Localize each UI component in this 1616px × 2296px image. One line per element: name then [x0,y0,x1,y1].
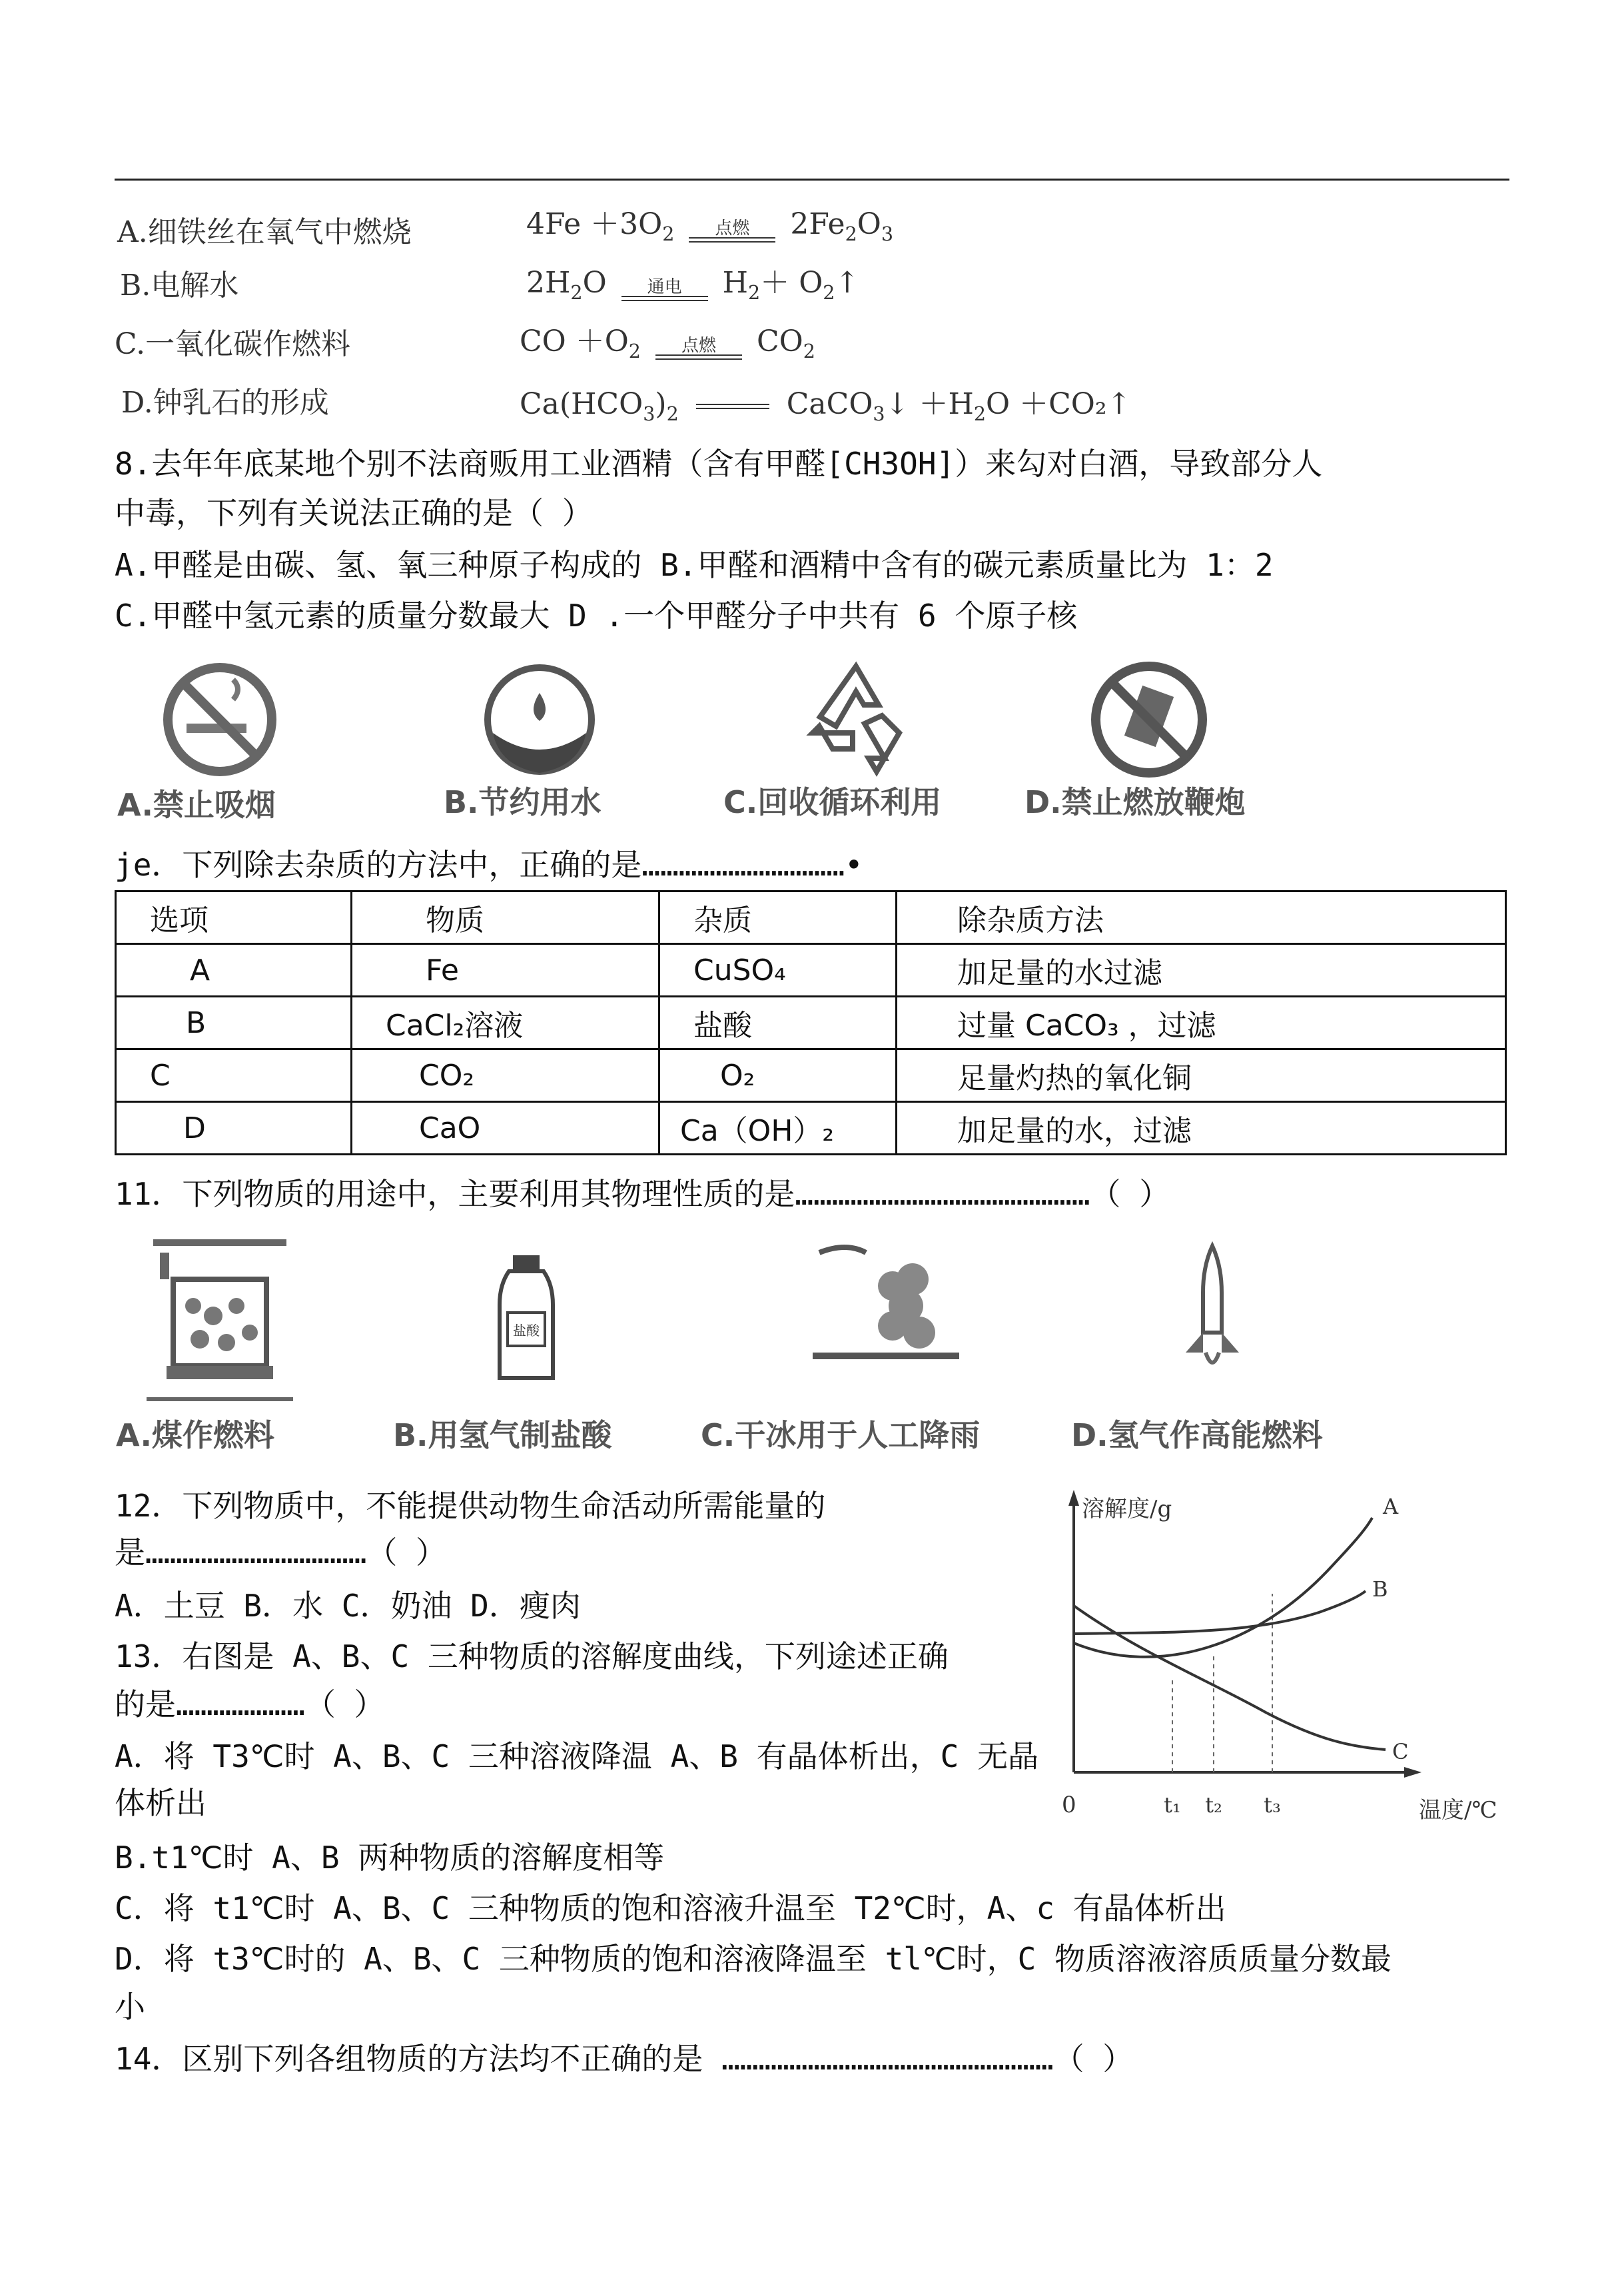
cell-substance: CO₂ [352,1049,659,1102]
q8-stem-line2: 中毒，下列有关说法正确的是（ ） [115,495,593,531]
cell-substance: CaCl₂溶液 [352,997,659,1049]
q13-option-c: C．将 t1℃时 A、B、C 三种物质的饱和溶液升温至 T2℃时，A、c 有晶体析出 [115,1890,1226,1926]
y-axis-arrow [1068,1490,1079,1506]
cell-option: C [116,1049,352,1102]
caption-no-smoking: A.禁止吸烟 [117,787,276,823]
header-method: 除杂质方法 [897,891,1506,944]
q13-stem-line2: 的是…………………（ ） [115,1686,385,1722]
caption-dry-ice: C.干冰用于人工降雨 [701,1417,981,1453]
cell-impurity: O₂ [659,1049,897,1102]
cell-method: 足量灼热的氧化铜 [897,1049,1506,1102]
q7-option-b: B.电解水 [120,269,239,302]
q7-equation-b: $2H_2O$ 通电 $H_2+$ $O_2↑$ [526,266,860,304]
cell-impurity: Ca（OH）₂ [659,1102,897,1155]
q7-option-c: C.一氧化碳作燃料 [115,327,351,361]
cell-substance: Fe [352,944,659,997]
q13-option-d-line2: 小 [115,1989,145,2025]
origin-label: 0 [1062,1792,1076,1818]
q14-stem: 14．区别下列各组物质的方法均不正确的是 ………………………………………………（ ） [115,2041,1134,2077]
table-row [116,997,1506,1049]
q12-stem-line2: 是………………………………（ ） [115,1534,447,1570]
table-row [116,1049,1506,1102]
no-smoking-icon [160,660,280,780]
caption-save-water: B.节约用水 [444,784,602,820]
caption-no-firecrackers: D.禁止燃放鞭炮 [1024,784,1246,820]
cell-method: 加足量的水过滤 [897,944,1506,997]
q10-stem: je．下列除去杂质的方法中，正确的是……………………………• [115,847,863,883]
q7-equation-c: CO $+O_2$ 点燃 $CO_2$ [520,324,815,362]
q12-stem-line1: 12．下列物质中，不能提供动物生命活动所需能量的 [115,1488,826,1524]
q13-stem-line1: 13．右图是 A、B、C 三种物质的溶解度曲线，下列途述正确 [115,1638,949,1674]
caption-coal: A.煤作燃料 [116,1417,274,1453]
cell-option: A [116,944,352,997]
series-label-c: C [1392,1739,1409,1764]
q13-option-a-line1: A．将 T3℃时 A、B、C 三种溶液降温 A、B 有晶体析出，C 无晶 [115,1738,1039,1774]
y-axis-label: 溶解度/g [1082,1496,1172,1522]
x-axis-arrow [1404,1767,1421,1778]
q12-options: A．土豆 B．水 C．奶油 D．瘦肉 [115,1588,581,1624]
q7-option-a: A.细铁丝在氧气中燃烧 [117,215,412,249]
solubility-chart [1039,1479,1519,1839]
table-header-row [116,891,1506,944]
table-row [116,944,1506,997]
q7-option-d: D.钟乳石的形成 [121,386,329,420]
recycle-icon [793,653,919,780]
coal-stove-icon [147,1233,293,1406]
q7-equation-a: $4Fe +3O_2$ 点燃 $2Fe_2O_3$ [526,207,894,245]
x-axis-label: 温度/℃ [1419,1797,1497,1824]
q8-options-cd: C.甲醛中氢元素的质量分数最大 D .一个甲醛分子中共有 6 个原子核 [115,598,1078,634]
bottle-label: 盐酸 [513,1323,540,1339]
q13-option-b: B.t1℃时 A、B 两种物质的溶解度相等 [115,1840,665,1876]
q11-stem: 11．下列物质的用途中，主要利用其物理性质的是…………………………………………（ ） [115,1176,1170,1212]
curve-c [1074,1606,1386,1750]
cell-option: B [116,997,352,1049]
q8-stem-line1: 8.去年年底某地个别不法商贩用工业酒精（含有甲醛[CH3OH]）来勾对白酒，导致部分人 [115,446,1323,482]
header-impurity: 杂质 [659,891,897,944]
table-row [116,1102,1506,1155]
cell-impurity: 盐酸 [659,997,897,1049]
caption-recycle: C.回收循环利用 [723,784,942,820]
cell-method: 加足量的水，过滤 [897,1102,1506,1155]
q8-options-ab: A.甲醛是由碳、氢、氧三种原子构成的 B.甲醛和酒精中含有的碳元素质量比为 1：2 [115,547,1274,583]
q7-equation-d: $Ca(HCO_3)_2$ CaCO$_3$↓ $+H_2O$ ＋CO₂↑ [520,387,1132,425]
header-substance: 物质 [352,891,659,944]
cell-impurity: CuSO₄ [659,944,897,997]
bottle-icon [493,1253,560,1386]
cell-substance: CaO [352,1102,659,1155]
q13-option-d-line1: D．将 t3℃时的 A、B、C 三种物质的饱和溶液降温至 tl℃时，C 物质溶液溶质质量分数最 [115,1941,1392,1977]
no-firecrackers-icon [1086,656,1212,783]
header-option: 选项 [116,891,352,944]
q13-option-a-line2: 体析出 [115,1785,206,1821]
series-label-a: A [1383,1494,1399,1519]
impurity-table [115,890,1507,1155]
x-tick-label: t₁ [1164,1792,1181,1818]
curve-b [1074,1591,1366,1634]
cell-option: D [116,1102,352,1155]
series-label-b: B [1372,1576,1388,1602]
cell-method: 过量 CaCO₃ ，过滤 [897,997,1506,1049]
caption-hydrogen-fuel: D.氢气作高能燃料 [1071,1417,1323,1453]
rain-cloud-icon [806,1239,966,1366]
x-tick-label: t₂ [1205,1792,1222,1818]
rocket-icon [1172,1239,1252,1386]
caption-hydrogen-acid: B.用氢气制盐酸 [393,1417,612,1453]
header-rule [115,179,1509,181]
x-tick-label: t₃ [1264,1792,1281,1818]
save-water-icon [480,660,600,780]
